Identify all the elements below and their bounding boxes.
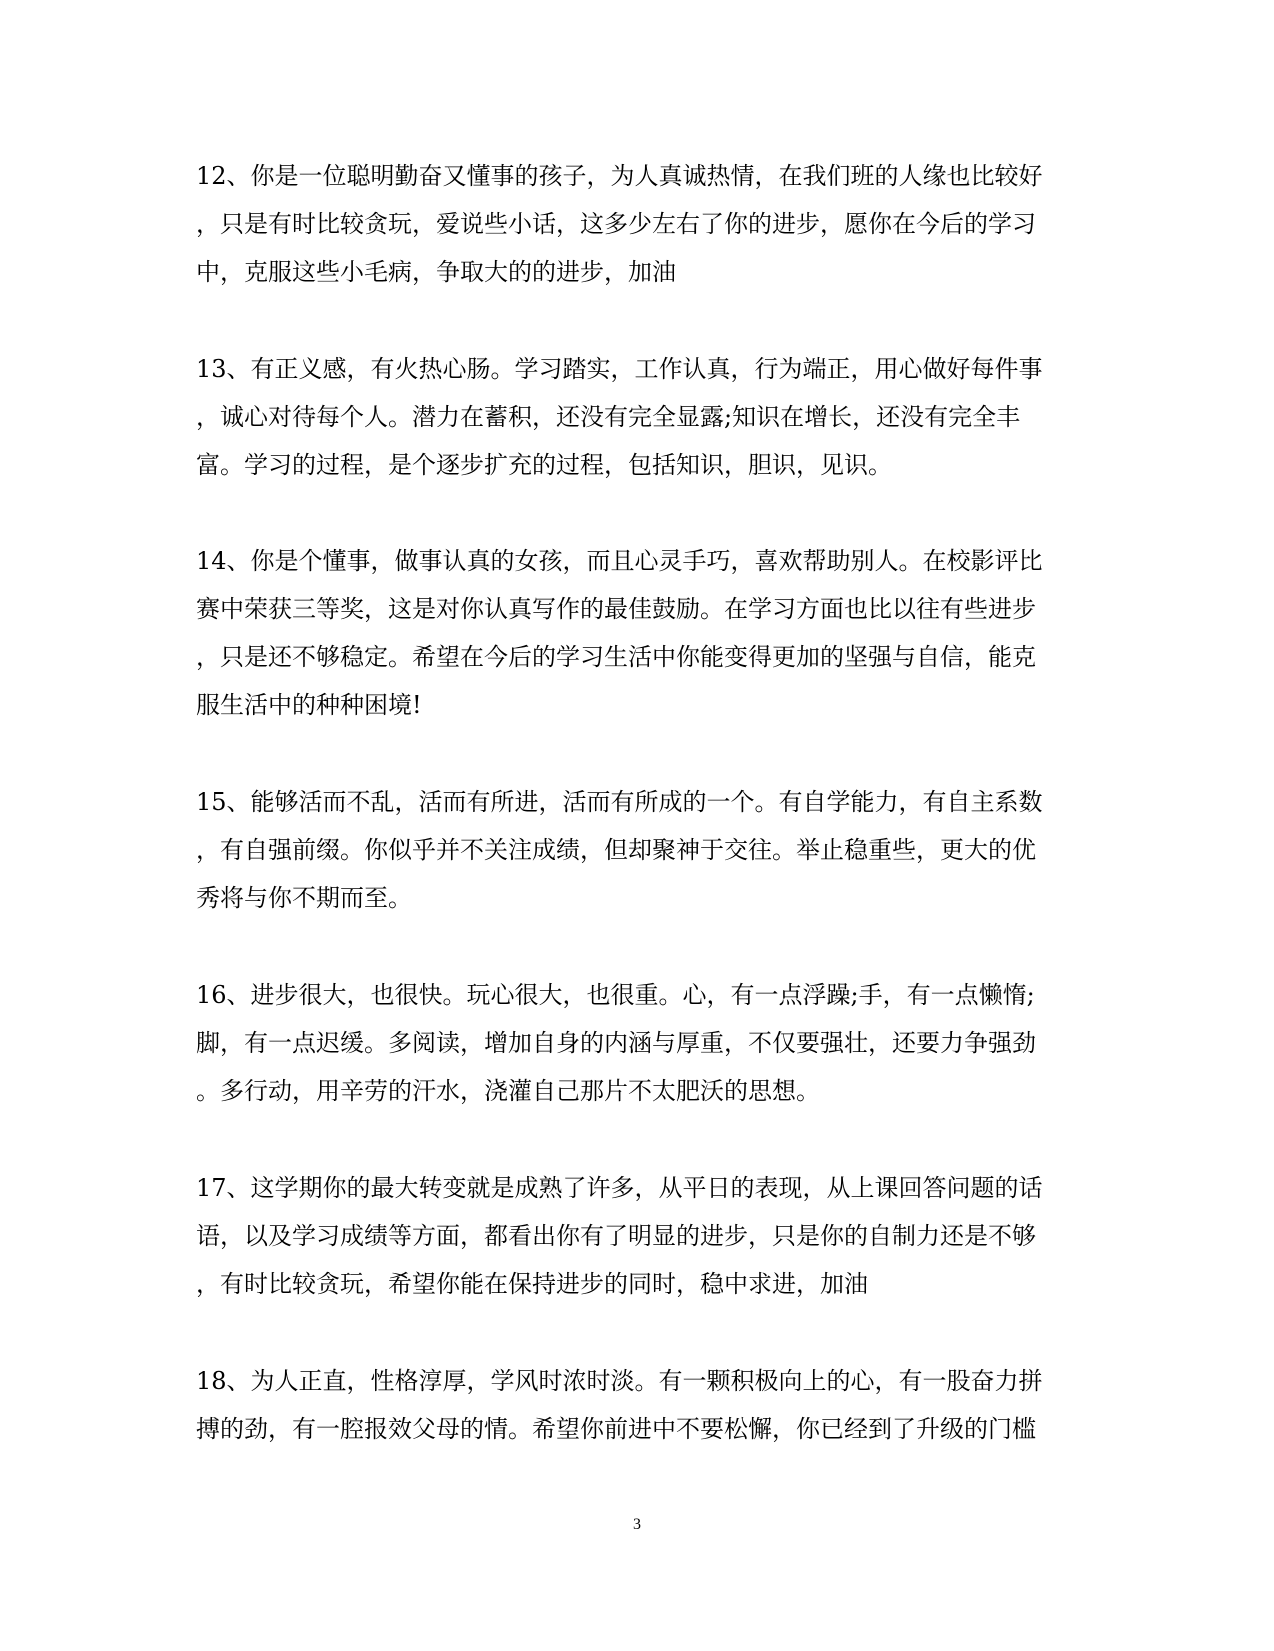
comment-entry-15 [196, 778, 1076, 922]
text-line: 富。学习的过程，是个逐步扩充的过程，包括知识，胆识，见识。 [196, 451, 892, 479]
text-line: 赛中荣获三等奖，这是对你认真写作的最佳鼓励。在学习方面也比以往有些进步 [196, 595, 1036, 623]
page-number: 3 [633, 1516, 641, 1533]
text-line: 17、这学期你的最大转变就是成熟了许多，从平日的表现，从上课回答问题的话 [196, 1174, 1043, 1202]
text-line: 中，克服这些小毛病，争取大的的进步，加油 [196, 258, 676, 286]
text-line: 15、能够活而不乱，活而有所进，活而有所成的一个。有自学能力，有自主系数 [196, 788, 1043, 816]
text-line: 脚，有一点迟缓。多阅读，增加自身的内涵与厚重，不仅要强壮，还要力争强劲 [196, 1029, 1036, 1057]
comment-entry-17 [196, 1164, 1076, 1308]
text-line: 18、为人正直，性格淳厚，学风时浓时淡。有一颗积极向上的心，有一股奋力拼 [196, 1367, 1043, 1395]
text-line: 语，以及学习成绩等方面，都看出你有了明显的进步，只是你的自制力还是不够 [196, 1222, 1036, 1250]
text-line: 搏的劲，有一腔报效父母的情。希望你前进中不要松懈，你已经到了升级的门槛 [196, 1415, 1036, 1443]
text-line: 服生活中的种种困境! [196, 691, 422, 719]
comment-entry-18 [196, 1357, 1076, 1453]
comment-entry-14 [196, 537, 1076, 729]
text-line: ，诚心对待每个人。潜力在蓄积，还没有完全显露;知识在增长，还没有完全丰 [196, 403, 1021, 431]
text-line: ，有时比较贪玩，希望你能在保持进步的同时，稳中求进，加油 [196, 1270, 868, 1298]
comment-entry-16 [196, 971, 1076, 1115]
text-line: 16、进步很大，也很快。玩心很大，也很重。心，有一点浮躁;手，有一点懒惰; [196, 981, 1035, 1009]
text-line: 。多行动，用辛劳的汗水，浇灌自己那片不太肥沃的思想。 [196, 1077, 820, 1105]
text-line: ，只是有时比较贪玩，爱说些小话，这多少左右了你的进步，愿你在今后的学习 [196, 210, 1036, 238]
comment-entry-12 [196, 152, 1076, 296]
text-line: ，有自强前缀。你似乎并不关注成绩，但却聚神于交往。举止稳重些，更大的优 [196, 836, 1036, 864]
text-line: 秀将与你不期而至。 [196, 884, 412, 912]
text-line: 14、你是个懂事，做事认真的女孩，而且心灵手巧，喜欢帮助别人。在校影评比 [196, 547, 1043, 575]
text-line: ，只是还不够稳定。希望在今后的学习生活中你能变得更加的坚强与自信，能克 [196, 643, 1036, 671]
text-line: 13、有正义感，有火热心肠。学习踏实，工作认真，行为端正，用心做好每件事 [196, 355, 1043, 383]
comment-entry-13 [196, 345, 1076, 489]
text-line: 12、你是一位聪明勤奋又懂事的孩子，为人真诚热情，在我们班的人缘也比较好 [196, 162, 1043, 190]
